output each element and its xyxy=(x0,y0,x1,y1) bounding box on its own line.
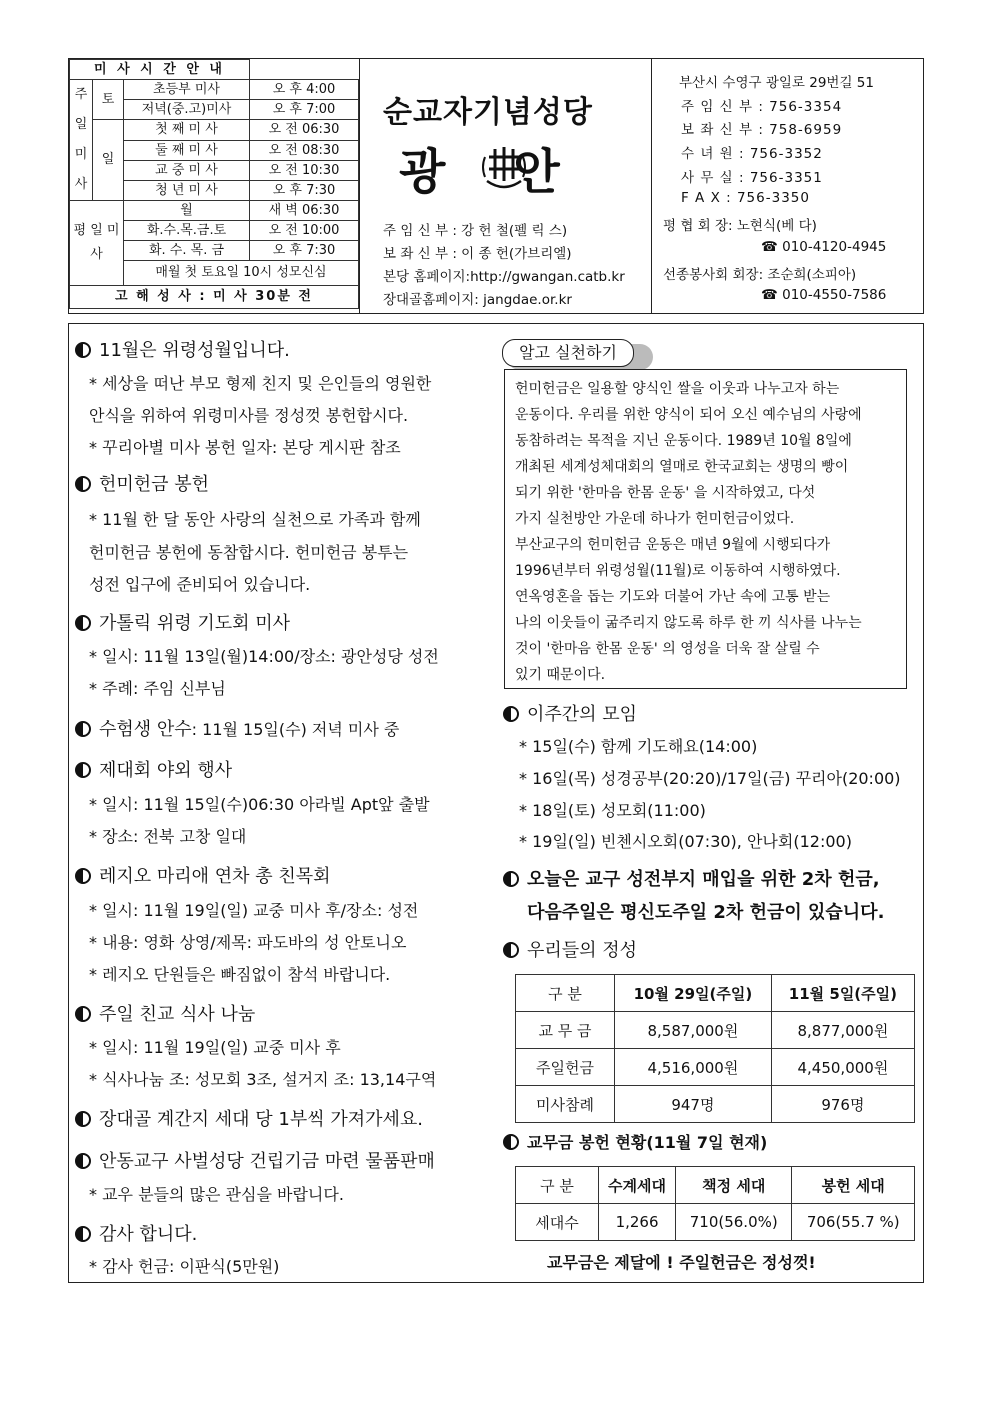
mass-name: 교 중 미 사 xyxy=(124,161,250,181)
notice-heading: 제대회 야외 행사 xyxy=(75,756,232,782)
offerings-cell: 8,587,000원 xyxy=(615,1012,772,1049)
dues-cell: 706(55.7 %) xyxy=(792,1204,915,1241)
mass-schedule-table xyxy=(69,59,359,309)
council-president: 평 협 회 장: 노현식(베 다) xyxy=(663,218,817,234)
dues-cell: 세대수 xyxy=(516,1204,599,1241)
practice-line: 가지 실천방안 가운데 하나가 헌미헌금이었다. xyxy=(515,511,795,527)
dues-cell: 1,266 xyxy=(599,1204,676,1241)
dues-header: 구 분 xyxy=(516,1167,599,1204)
notice-item: * 꾸리아별 미사 봉헌 일자: 본당 게시판 참조 xyxy=(89,438,401,457)
parish-name-right: 안 xyxy=(513,144,564,200)
half-circle-bullet-icon xyxy=(503,871,519,887)
notice-heading: 주일 친교 식사 나눔 xyxy=(75,1000,255,1026)
notice-item: * 일시: 11월 19일(일) 교중 미사 후 xyxy=(89,1038,341,1057)
service-president: 선종봉사회 회장: 조순희(소피아) xyxy=(663,267,857,283)
parish-title-block xyxy=(359,59,652,313)
offerings-cell: 947명 xyxy=(615,1086,772,1123)
assistant-line: 보 좌 신 부 : 이 종 헌(가브리엘) xyxy=(383,246,572,262)
mass-name: 월 xyxy=(124,201,250,221)
dues-heading: 교무금 봉헌 현황(11월 7일 현재) xyxy=(503,1130,767,1153)
confession-note: 고 해 성 사 : 미 사 30분 전 xyxy=(70,286,359,309)
notice-item: * 일시: 11월 15일(수)06:30 아라빌 Apt앞 출발 xyxy=(89,795,430,814)
mass-name: 저녁(중.고)미사 xyxy=(124,100,250,120)
half-circle-bullet-icon xyxy=(75,1111,91,1127)
practice-line: 연옥영혼을 돕는 기도와 더불어 가난 속에 고통 받는 xyxy=(515,589,831,605)
meeting-item: * 18일(토) 성모회(11:00) xyxy=(519,801,706,820)
sunday-mass-label: 주 일 미 사 xyxy=(70,80,93,201)
dues-header: 수계세대 xyxy=(599,1167,676,1204)
notice-heading: 가톨릭 위령 기도회 미사 xyxy=(75,609,290,635)
half-circle-bullet-icon xyxy=(75,476,91,492)
notice-heading: 안동교구 사벌성당 건립기금 마련 물품판매 xyxy=(75,1147,435,1173)
notice-heading: 장대골 계간지 세대 당 1부씩 가져가세요. xyxy=(75,1105,423,1131)
mass-time: 오 전 08:30 xyxy=(250,141,359,161)
mass-time: 오 전 06:30 xyxy=(250,120,359,141)
sunday-label: 일 xyxy=(93,120,124,201)
offerings-header: 10월 29일(주일) xyxy=(615,975,772,1012)
meeting-item: * 19일(일) 빈첸시오회(07:30), 안나회(12:00) xyxy=(519,832,852,851)
half-circle-bullet-icon xyxy=(75,868,91,884)
half-circle-bullet-icon xyxy=(503,706,519,722)
half-circle-bullet-icon xyxy=(75,615,91,631)
mass-schedule-title: 미 사 시 간 안 내 xyxy=(70,60,250,80)
notice-item: * 교우 분들의 많은 관심을 바랍니다. xyxy=(89,1185,344,1204)
offerings-cell: 976명 xyxy=(771,1086,914,1123)
half-circle-bullet-icon xyxy=(75,1006,91,1022)
notice-heading: 수험생 안수: 11월 15일(수) 저녁 미사 중 xyxy=(75,715,399,741)
offerings-header: 구 분 xyxy=(516,975,615,1012)
half-circle-bullet-icon xyxy=(503,1134,519,1150)
mass-schedule xyxy=(69,59,360,313)
notice-heading: 레지오 마리애 연차 총 친목회 xyxy=(75,862,331,888)
dues-table xyxy=(515,1166,915,1241)
half-circle-bullet-icon xyxy=(503,942,519,958)
offerings-header: 11월 5일(주일) xyxy=(771,975,914,1012)
homepage-link[interactable]: 본당 홈페이지:http://gwangan.catb.kr xyxy=(383,269,625,285)
notice-heading: 감사 합니다. xyxy=(75,1220,197,1246)
mass-name: 화.수.목.금.토 xyxy=(124,221,250,241)
offerings-cell: 4,450,000원 xyxy=(771,1049,914,1086)
collection-notice-2: 다음주일은 평신도주일 2차 헌금이 있습니다. xyxy=(527,902,885,923)
mass-name: 첫 째 미 사 xyxy=(124,120,250,141)
bulletin-header xyxy=(68,58,924,314)
bulletin-body xyxy=(68,323,924,1283)
contact-line: F A X : 756-3350 xyxy=(681,190,810,206)
mass-time: 오 후 7:00 xyxy=(250,100,359,120)
notice-item: * 내용: 영화 상영/제목: 파도바의 성 안토니오 xyxy=(89,933,407,952)
dues-footer: 교무금은 제달에 ! 주일헌금은 정성껏! xyxy=(547,1253,816,1272)
notice-item: * 11월 한 달 동안 사랑의 실천으로 가족과 함께 xyxy=(89,510,421,529)
mass-name: 둘 째 미 사 xyxy=(124,141,250,161)
offerings-cell: 교 무 금 xyxy=(516,1012,615,1049)
council-phone: ☎ 010-4120-4945 xyxy=(761,239,887,255)
practice-line: 개최된 세계성체대회의 열매로 한국교회는 생명의 빵이 xyxy=(515,459,849,475)
notice-item: * 식사나눔 조: 성모회 3조, 설거지 조: 13,14구역 xyxy=(89,1070,437,1089)
half-circle-bullet-icon xyxy=(75,1153,91,1169)
parish-emblem-icon xyxy=(477,139,531,193)
mass-name: 초등부 미사 xyxy=(124,80,250,100)
practice-line: 있기 때문이다. xyxy=(515,667,606,683)
dues-header: 봉헌 세대 xyxy=(792,1167,915,1204)
practice-line: 운동이다. 우리를 위한 양식이 되어 오신 예수님의 사랑에 xyxy=(515,407,862,423)
meetings-heading: 이주간의 모임 xyxy=(503,700,637,726)
mass-time: 오 전 10:00 xyxy=(250,221,359,241)
mass-time: 오 후 7:30 xyxy=(250,181,359,201)
practice-line: 동참하려는 목적을 지닌 운동이다. 1989년 10월 8일에 xyxy=(515,433,852,449)
contact-line: 사 무 실 : 756-3351 xyxy=(681,170,823,186)
half-circle-bullet-icon xyxy=(75,721,91,737)
offerings-cell: 8,877,000원 xyxy=(771,1012,914,1049)
contact-block xyxy=(651,59,923,313)
practice-line: 부산교구의 헌미헌금 운동은 매년 9월에 시행되다가 xyxy=(515,537,831,553)
contact-line: 보 좌 신 부 : 758-6959 xyxy=(681,122,843,138)
offerings-cell: 4,516,000원 xyxy=(615,1049,772,1086)
half-circle-bullet-icon xyxy=(75,1226,91,1242)
practice-tag: 알고 실천하기 xyxy=(502,339,634,367)
mass-name: 화. 수. 목. 금 xyxy=(124,241,250,261)
dues-header: 책정 세대 xyxy=(676,1167,792,1204)
practice-line: 1996년부터 위령성월(11월)로 이동하여 시행하였다. xyxy=(515,563,841,579)
notice-item: 헌미헌금 봉헌에 동참합시다. 헌미헌금 봉투는 xyxy=(89,543,409,562)
practice-box xyxy=(504,369,907,689)
notice-heading: 11월은 위령성월입니다. xyxy=(75,336,290,362)
pastor-line: 주 임 신 부 : 강 헌 철(펠 릭 스) xyxy=(383,223,568,239)
mass-time: 오 후 4:00 xyxy=(250,80,359,100)
dues-cell: 710(56.0%) xyxy=(676,1204,792,1241)
half-circle-bullet-icon xyxy=(75,342,91,358)
practice-line: 것이 '한마음 한몸 운동' 의 영성을 더욱 잘 살릴 수 xyxy=(515,641,820,657)
address: 부산시 수영구 광일로 29번길 51 xyxy=(679,75,874,91)
notice-item: * 일시: 11월 13일(월)14:00/장소: 광안성당 성전 xyxy=(89,647,439,666)
notice-item: * 감사 헌금: 이판식(5만원) xyxy=(89,1257,280,1276)
saturday-label: 토 xyxy=(93,80,124,120)
collection-notice: 오늘은 교구 성전부지 매입을 위한 2차 헌금, xyxy=(503,865,880,891)
notice-item: * 레지오 단원들은 빠짐없이 참석 바랍니다. xyxy=(89,965,391,984)
mass-time: 오 전 10:30 xyxy=(250,161,359,181)
practice-line: 되기 위한 '한마음 한몸 운동' 을 시작하였고, 다섯 xyxy=(515,485,816,501)
practice-line: 헌미헌금은 일용할 양식인 쌀을 이웃과 나누고자 하는 xyxy=(515,381,840,397)
notice-heading: 헌미헌금 봉헌 xyxy=(75,470,209,496)
jangdae-link[interactable]: 장대골홈페이지: jangdae.or.kr xyxy=(383,292,572,308)
notice-item: 안식을 위하여 위령미사를 정성껏 봉헌합시다. xyxy=(89,406,409,425)
half-circle-bullet-icon xyxy=(75,762,91,778)
parish-subtitle: 순교자기념성당 xyxy=(383,95,593,130)
offerings-cell: 주일헌금 xyxy=(516,1049,615,1086)
contact-line: 수 녀 원 : 756-3352 xyxy=(681,146,823,162)
weekday-mass-label: 평 일 미 사 xyxy=(70,201,124,286)
mass-name: 청 년 미 사 xyxy=(124,181,250,201)
first-saturday-note: 매월 첫 토요일 10시 성모신심 xyxy=(124,261,359,286)
notice-item: * 주례: 주임 신부님 xyxy=(89,679,226,698)
parish-name-left: 광 xyxy=(399,144,450,200)
mass-time: 오 후 7:30 xyxy=(250,241,359,261)
offerings-heading: 우리들의 정성 xyxy=(503,936,637,962)
contact-line: 주 임 신 부 : 756-3354 xyxy=(681,99,843,115)
meeting-item: * 15일(수) 함께 기도해요(14:00) xyxy=(519,737,758,756)
notice-item: 성전 입구에 준비되어 있습니다. xyxy=(89,575,311,594)
notice-item: * 세상을 떠난 부모 형제 친지 및 은인들의 영원한 xyxy=(89,374,432,393)
notice-item: * 장소: 전북 고창 일대 xyxy=(89,827,247,846)
offerings-table xyxy=(515,974,915,1123)
notice-item: * 일시: 11월 19일(일) 교중 미사 후/장소: 성전 xyxy=(89,901,419,920)
mass-time: 새 벽 06:30 xyxy=(250,201,359,221)
offerings-cell: 미사참례 xyxy=(516,1086,615,1123)
practice-line: 나의 이웃들이 굶주리지 않도록 하루 한 끼 식사를 나누는 xyxy=(515,615,862,631)
service-phone: ☎ 010-4550-7586 xyxy=(761,287,887,303)
meeting-item: * 16일(목) 성경공부(20:20)/17일(금) 꾸리아(20:00) xyxy=(519,769,901,788)
